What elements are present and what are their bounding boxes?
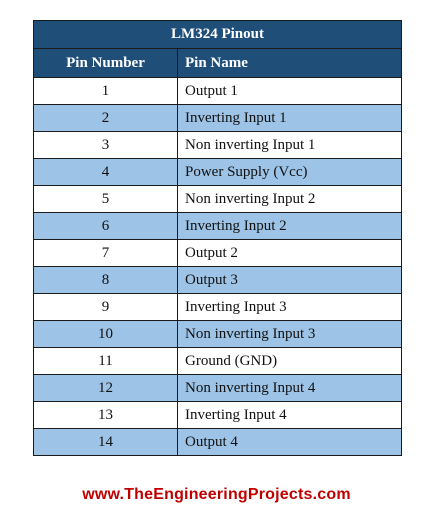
pinout-table: [33, 20, 402, 456]
pin-number-cell: 6: [34, 213, 178, 240]
table-row: [34, 213, 402, 240]
website-url-watermark: www.TheEngineeringProjects.com: [82, 486, 351, 503]
pin-name-cell: Ground (GND): [178, 348, 402, 375]
pin-number-cell: 7: [34, 240, 178, 267]
pin-number-cell: 9: [34, 294, 178, 321]
column-header-pin-name: Pin Name: [178, 49, 402, 78]
pin-name-cell: Inverting Input 2: [178, 213, 402, 240]
pin-name-cell: Power Supply (Vcc): [178, 159, 402, 186]
pin-number-cell: 13: [34, 402, 178, 429]
table-row: [34, 186, 402, 213]
pin-name-cell: Output 4: [178, 429, 402, 456]
table-title: LM324 Pinout: [34, 21, 402, 49]
pin-number-cell: 10: [34, 321, 178, 348]
table-row: [34, 348, 402, 375]
pin-name-cell: Inverting Input 4: [178, 402, 402, 429]
pin-name-cell: Non inverting Input 2: [178, 186, 402, 213]
table-row: [34, 429, 402, 456]
pin-name-cell: Non inverting Input 3: [178, 321, 402, 348]
pin-number-cell: 1: [34, 78, 178, 105]
table-row: [34, 105, 402, 132]
pin-name-cell: Output 3: [178, 267, 402, 294]
table-row: [34, 321, 402, 348]
table-row: [34, 402, 402, 429]
table-row: [34, 240, 402, 267]
table-row: [34, 78, 402, 105]
pin-number-cell: 4: [34, 159, 178, 186]
pin-number-cell: 14: [34, 429, 178, 456]
table-row: [34, 159, 402, 186]
pin-number-cell: 2: [34, 105, 178, 132]
pin-number-cell: 5: [34, 186, 178, 213]
table-row: [34, 267, 402, 294]
pin-number-cell: 3: [34, 132, 178, 159]
pin-number-cell: 11: [34, 348, 178, 375]
column-header-pin-number: Pin Number: [34, 49, 178, 78]
table-row: [34, 132, 402, 159]
table-title-row: [34, 21, 402, 49]
pin-name-cell: Non inverting Input 4: [178, 375, 402, 402]
pin-name-cell: Non inverting Input 1: [178, 132, 402, 159]
table-header-row: [34, 49, 402, 78]
pin-name-cell: Output 1: [178, 78, 402, 105]
pin-name-cell: Inverting Input 1: [178, 105, 402, 132]
table-row: [34, 294, 402, 321]
pin-name-cell: Inverting Input 3: [178, 294, 402, 321]
pin-number-cell: 8: [34, 267, 178, 294]
pin-number-cell: 12: [34, 375, 178, 402]
table-row: [34, 375, 402, 402]
pin-name-cell: Output 2: [178, 240, 402, 267]
